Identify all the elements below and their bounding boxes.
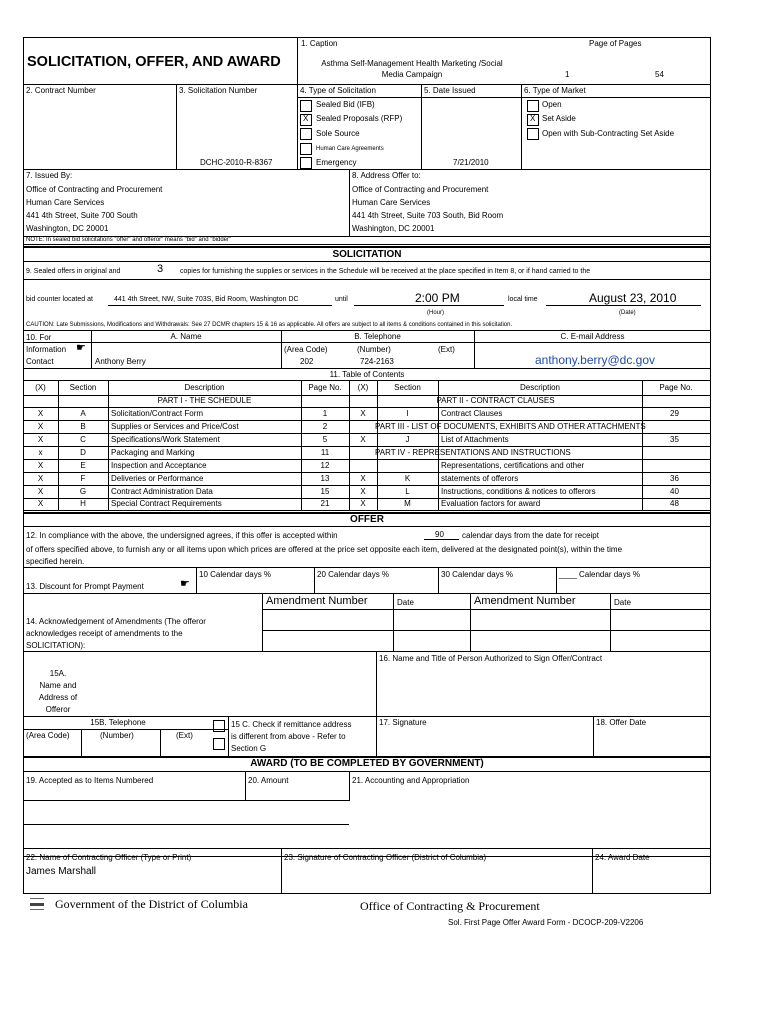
pointing-hand-icon: ☛ [180,578,190,590]
item-12-text-d: specified herein. [26,557,85,566]
address-offer-line-4: Washington, DC 20001 [352,224,435,233]
contact-email[interactable]: anthony.berry@dc.gov [535,353,656,367]
discount-label: 13. Discount for Prompt Payment [26,582,144,591]
sealed-proposals-label: Sealed Proposals (RFP) [316,114,403,123]
discount-10-days: 10 Calendar days % [199,570,272,579]
toc-col-section: Section [69,383,97,392]
area-code-label: (Area Code) [284,345,328,354]
offeror-ext-label: (Ext) [176,731,193,740]
toc-row-x: X [37,435,44,444]
toc-row-page: 48 [670,499,679,508]
toc-col-description-2: Description [519,383,560,392]
info-contact-label-1: 10. For [26,333,52,342]
accepted-items-label: 19. Accepted as to Items Numbered [26,776,154,785]
open-checkbox[interactable] [527,100,539,112]
page-number: 1 [565,70,570,79]
toc-row-description: Inspection and Acceptance [111,461,207,470]
toc-row-x: X [360,409,366,418]
offeror-number-label: (Number) [100,731,134,740]
bid-counter-label: bid counter located at [26,296,93,303]
address-offer-line-2: Human Care Services [352,198,431,207]
address-offer-line-3: 441 4th Street, Suite 703 South, Bid Room [352,211,504,220]
remittance-text-3: Section G [231,744,267,753]
toc-col-page: Page No. [308,383,342,392]
number-label: (Number) [357,345,391,354]
toc-row-description: Contract Administration Data [111,487,213,496]
toc-row-section: H [80,499,86,508]
toc-row-page: 29 [670,409,679,418]
toc-heading: 11. Table of Contents [329,370,405,379]
amendment-number-header-2: Amendment Number [474,595,576,607]
remittance-text-1: 15 C. Check if remittance address [231,720,352,729]
toc-row-x: X [360,499,366,508]
item-9-text-b: copies for furnishing the supplies or services in the Schedule will be received at the place specified in Item 8, or if hand carried to the [180,268,591,275]
form-id-footer: Sol. First Page Offer Award Form - DCOCP-209-V2206 [448,918,644,927]
form-title: SOLICITATION, OFFER, AND AWARD [27,54,281,70]
info-contact-label-2: Information [26,345,67,354]
amount-label: 20. Amount [248,776,289,785]
offeror-label-line-4: Offeror [45,705,71,714]
hour-caption: (Hour) [427,310,445,316]
item-9-text-a: 9. Sealed offers in original and [26,268,121,275]
amendment-date-header-2: Date [614,598,631,607]
issued-by-line-3: 441 4th Street, Suite 700 South [26,211,138,220]
email-column-label: C. E-mail Address [560,332,625,341]
date-issued: 7/21/2010 [453,158,489,167]
copies-count: 3 [157,263,164,275]
toc-col-description: Description [184,383,225,392]
contract-number-label: 2. Contract Number [26,86,96,95]
remittance-text-2: is different from above - Refer to [231,732,346,741]
toc-row-page: 5 [322,435,328,444]
toc-row-description: Contract Clauses [441,409,503,418]
office-footer: Office of Contracting & Procurement [360,899,540,913]
pointing-hand-icon: ☛ [76,342,86,354]
human-care-label: Human Care Agreements [316,146,384,152]
local-time-label: local time [508,296,538,303]
toc-row-page: 21 [320,499,330,508]
amendment-date-header: Date [397,598,414,607]
toc-row-x: X [37,499,44,508]
toc-row-page: 12 [320,461,330,470]
address-offer-line-1: Office of Contracting and Procurement [352,185,489,194]
toc-col-x-2: (X) [357,383,369,392]
issued-by-line-2: Human Care Services [26,198,105,207]
toc-row-section: L [405,487,410,496]
toc-col-section-2: Section [394,383,421,392]
caption-line-1: Asthma Self-Management Health Marketing /Social [321,59,503,68]
offer-heading: OFFER [350,514,384,525]
sealed-bid-checkbox[interactable] [300,100,312,112]
discount-30-days: 30 Calendar days % [441,570,514,579]
page-of-pages-label: Page of Pages [589,39,642,48]
contact-number: 724-2163 [360,357,394,366]
toc-part-4: PART IV - REPRESENTATIONS AND INSTRUCTIONS [375,448,571,457]
toc-row-description: statements of offerors [441,474,519,483]
amendments-label-2: acknowledges receipt of amendments to the [26,629,183,638]
sole-source-checkbox[interactable] [300,128,312,140]
set-aside-label: Set Aside [542,114,576,123]
accounting-label: 21. Accounting and Appropriation [352,776,470,785]
discount-20-days: 20 Calendar days % [317,570,390,579]
issued-by-line-4: Washington, DC 20001 [26,224,109,233]
human-care-checkbox[interactable] [300,143,312,155]
amendment-number-header: Amendment Number [266,595,368,607]
offeror-telephone-label: 15B. Telephone [90,718,146,727]
emergency-label: Emergency [316,158,357,167]
issued-by-line-1: Office of Contracting and Procurement [26,185,163,194]
award-date-label: 24. Award Date [595,853,650,862]
toc-row-x: X [360,435,366,444]
bid-counter-location: 441 4th Street, NW, Suite 703S, Bid Room, Washington DC [114,296,299,303]
officer-signature-label: 23. Signature of Contracting Officer (District of Columbia) [284,853,487,862]
toc-row-x: X [37,422,44,431]
toc-row-description: Evaluation factors for award [441,499,541,508]
amendments-label-3: SOLICITATION): [26,641,86,650]
ext-label: (Ext) [438,345,455,354]
offeror-label-line-1: 15A. [49,669,67,678]
telephone-column-label: B. Telephone [354,332,401,341]
toc-row-section: I [406,409,409,418]
open-label: Open [542,100,562,109]
caption-label: 1. Caption [301,39,338,48]
toc-row-x: X [37,461,44,470]
sole-source-label: Sole Source [316,129,360,138]
offer-date-label: 18. Offer Date [596,718,647,727]
date-issued-label: 5. Date Issued [424,86,476,95]
item-12-text-c: of offers specified above, to furnish any or all items upon which prices are offered at the price set opposite each item, delivered at the designated point(s), within the time [26,545,623,554]
total-pages: 54 [655,70,664,79]
contracting-officer-label: 22. Name of Contracting Officer (Type or Print) [26,853,192,862]
toc-row-section: G [79,487,87,496]
toc-row-page: 15 [320,487,330,496]
toc-part-1: PART I - THE SCHEDULE [157,396,252,405]
award-heading: AWARD (TO BE COMPLETED BY GOVERNMENT) [250,758,484,769]
info-contact-label-3: Contact [26,357,54,366]
receipt-hour: 2:00 PM [415,291,460,305]
toc-row-x: X [360,474,366,483]
solicitation-number-label: 3. Solicitation Number [179,86,258,95]
government-footer: Government of the District of Columbia [55,897,248,911]
item-12-text-a: 12. In compliance with the above, the undersigned agrees, if this offer is accepted within [26,531,338,540]
toc-row-section: B [80,422,86,431]
contact-name: Anthony Berry [95,357,146,366]
toc-row-page: 36 [670,474,679,483]
issued-by-label: 7. Issued By: [26,171,73,180]
toc-row-x: X [360,487,366,496]
caption-line-2: Media Campaign [381,70,443,79]
offeror-area-code-label: (Area Code) [26,731,70,740]
toc-row-section: E [80,461,86,470]
sealed-bid-note: NOTE: In sealed bid solicitations "offer" and offeror" means "bid" and "bidder" [26,237,232,243]
toc-row-section: A [80,409,86,418]
solicitation-heading: SOLICITATION [332,249,402,260]
toc-col-x: (X) [35,383,46,392]
dc-flag-icon [30,898,46,912]
toc-row-description: Special Contract Requirements [111,499,222,508]
toc-row-section: C [80,435,86,444]
toc-row-x: X [37,487,44,496]
toc-part-3: PART III - LIST OF DOCUMENTS, EXHIBITS AND OTHER ATTACHMENTS [375,422,646,431]
toc-row-section: J [405,435,410,444]
toc-row-section: M [404,499,411,508]
toc-row-page: 40 [670,487,679,496]
toc-row-description: Instructions, conditions & notices to offerors [441,487,596,496]
contracting-officer-name: James Marshall [26,866,97,877]
set-aside-mark: X [530,114,536,123]
toc-row-section: K [404,474,411,483]
sealed-bid-label: Sealed Bid (IFB) [316,100,375,109]
toc-row-page: 13 [320,474,330,483]
toc-row-page: 2 [322,422,328,431]
type-of-solicitation-label: 4. Type of Solicitation [300,86,376,95]
sign-name-label: 16. Name and Title of Person Authorized to Sign Offer/Contract [379,654,603,663]
receipt-date: August 23, 2010 [589,291,677,305]
offeror-label-line-3: Address of [38,693,78,702]
toc-row-x: x [38,448,43,457]
toc-row-x: X [37,409,44,418]
toc-row-description: Specifications/Work Statement [111,435,220,444]
contact-area-code: 202 [300,357,314,366]
toc-row-description: Supplies or Services and Price/Cost [111,422,239,431]
toc-row-x: X [37,474,44,483]
toc-row-description: Deliveries or Performance [111,474,204,483]
toc-row-section: F [80,474,86,483]
address-offer-label: 8. Address Offer to: [352,171,421,180]
emergency-checkbox[interactable] [300,157,312,169]
toc-col-page-2: Page No. [659,383,693,392]
open-subcontracting-label: Open with Sub-Contracting Set Aside [542,129,675,138]
toc-row-description: List of Attachments [441,435,509,444]
acceptance-days: 90 [435,530,444,539]
until-label: until [335,296,348,303]
toc-row-page: 11 [320,448,330,457]
signature-label: 17. Signature [379,718,427,727]
toc-row-page: 1 [322,409,328,418]
caution-text: CAUTION: Late Submissions, Modifications and Withdrawals: See 27 DCMR chapters 15 & 16 as applicable. All offers are subject to all items & conditions contained in this solicitation. [26,322,513,328]
name-column-label: A. Name [170,332,202,341]
toc-part-2: PART II - CONTRACT CLAUSES [436,396,555,405]
toc-row-page: 35 [670,435,679,444]
toc-row-description: Packaging and Marking [111,448,195,457]
discount-other-days: ____ Calendar days % [559,570,640,579]
solicitation-number: DCHC-2010-R-8367 [200,158,273,167]
date-caption: (Date) [619,310,636,316]
type-of-market-label: 6. Type of Market [524,86,586,95]
open-subcontracting-checkbox[interactable] [527,128,539,140]
amendments-label-1: 14. Acknowledgement of Amendments (The offeror [26,617,206,626]
toc-row-section: D [80,448,86,457]
toc-row-description-prefix: Representations, certifications and other [441,461,585,470]
item-12-text-b: calendar days from the date for receipt [462,531,599,540]
sealed-proposals-mark: X [303,114,309,123]
offeror-label-line-2: Name and [39,681,77,690]
toc-row-description: Solicitation/Contract Form [111,409,204,418]
